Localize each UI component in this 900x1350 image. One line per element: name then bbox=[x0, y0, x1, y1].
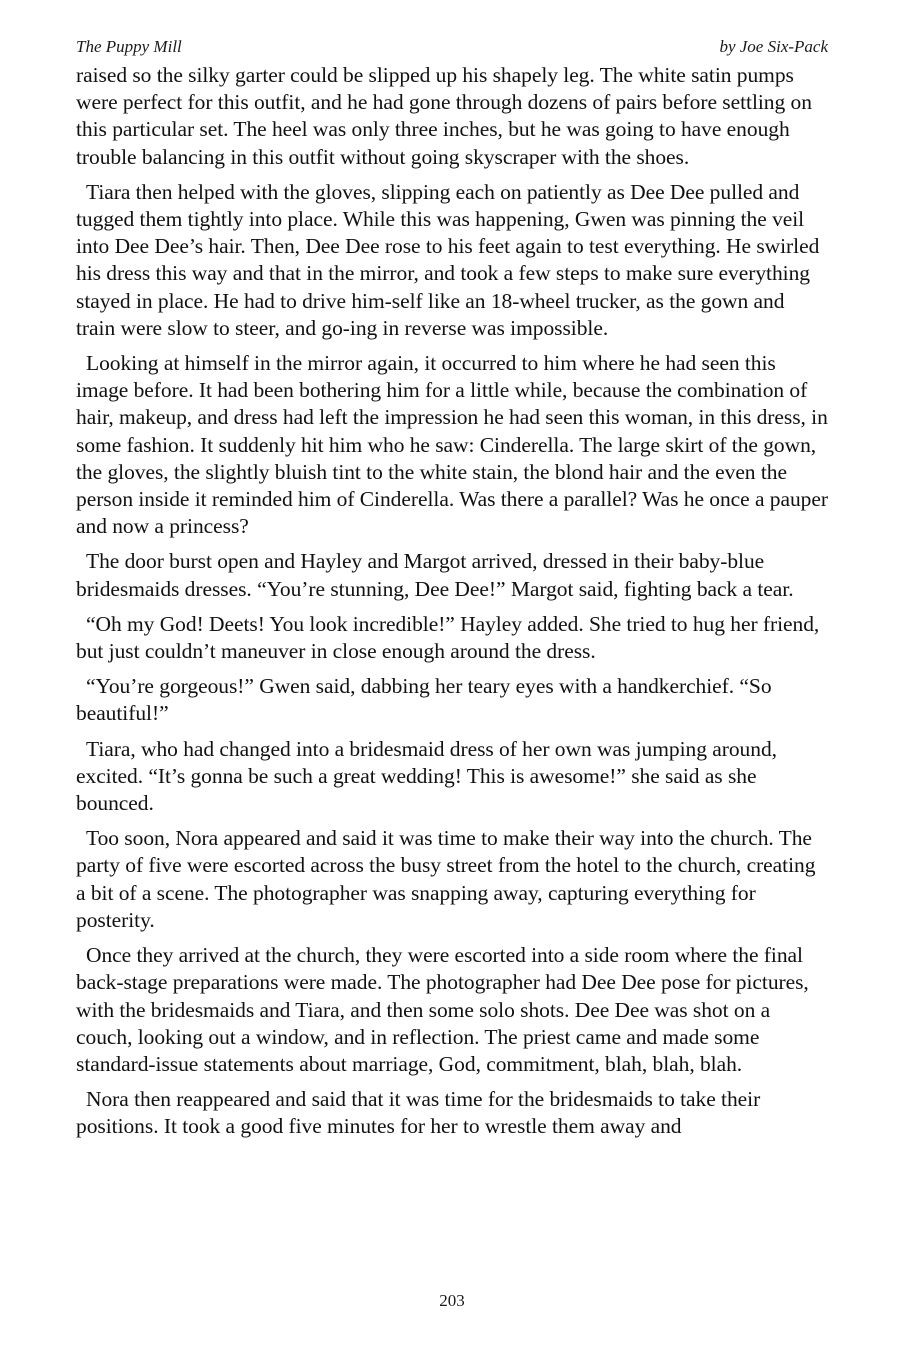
paragraph-3: Looking at himself in the mirror again, it occurred to him where he had seen this image before. It had been bothering him for a little while, because the combination of hair, makeup, and dress had left the impression he had seen this woman, in this dress, in some fashion. It suddenly hit him who he saw: Cinderella. The large skirt of the gown, the gloves, the slightly bluish tint to the white stain, the blond hair and the even the person inside it reminded him of Cinderella. Was there a parallel? Was he once a pauper and now a princess? bbox=[76, 351, 828, 539]
body-text bbox=[76, 62, 828, 1141]
paragraph-4: The door burst open and Hayley and Margot arrived, dressed in their baby-blue bridesmaids dresses. “You’re stunning, Dee Dee!” Margot said, fighting back a tear. bbox=[76, 549, 794, 601]
running-header bbox=[76, 36, 828, 58]
paragraph-2: Tiara then helped with the gloves, slipping each on patiently as Dee Dee pulled and tugged them tightly into place. While this was happening, Gwen was pinning the veil into Dee Dee’s hair. Then, Dee Dee rose to his feet again to test everything. He swirled his dress this way and that in the mirror, and took a few steps to make sure everything stayed in place. He had to drive him-self like an 18-wheel trucker, as the gown and train were slow to steer, and go-ing in reverse was impossible. bbox=[76, 179, 820, 340]
paragraph-1: raised so the silky garter could be slipped up his shapely leg. The white satin pumps were perfect for this outfit, and he had gone through dozens of pairs before settling on this particular set. The heel was only three inches, but he was going to have enough trouble balancing in this outfit without going skyscraper with the shoes. bbox=[76, 63, 812, 169]
paragraph-8: Too soon, Nora appeared and said it was time to make their way into the church. The party of five were escorted across the busy street from the hotel to the church, creating a bit of a scene. The photographer was snapping away, capturing everything for posterity. bbox=[76, 826, 816, 932]
book-page bbox=[76, 36, 828, 1316]
page-number: 203 bbox=[439, 1291, 465, 1310]
paragraph-7: Tiara, who had changed into a bridesmaid dress of her own was jumping around, excited. “It’s gonna be such a great wedding! This is awesome!” she said as she bounced. bbox=[76, 736, 777, 816]
book-title: The Puppy Mill bbox=[76, 37, 182, 56]
paragraph-9: Once they arrived at the church, they were escorted into a side room where the final back-stage preparations were made. The photographer had Dee Dee pose for pictures, with the bridesmaids and Tiara, and then some solo shots. Dee Dee was shot on a couch, looking out a window, and in reflection. The priest came and made some standard-issue statements about marriage, God, commitment, blah, blah, blah. bbox=[76, 943, 809, 1076]
paragraph-6: “You’re gorgeous!” Gwen said, dabbing her teary eyes with a handkerchief. “So beautiful!” bbox=[76, 674, 772, 726]
author-name: by Joe Six-Pack bbox=[719, 37, 828, 56]
paragraph-10: Nora then reappeared and said that it was time for the bridesmaids to take their positions. It took a good five minutes for her to wrestle them away and bbox=[76, 1087, 761, 1139]
paragraph-5: “Oh my God! Deets! You look incredible!” Hayley added. She tried to hug her friend, but just couldn’t maneuver in close enough around the dress. bbox=[76, 611, 820, 664]
